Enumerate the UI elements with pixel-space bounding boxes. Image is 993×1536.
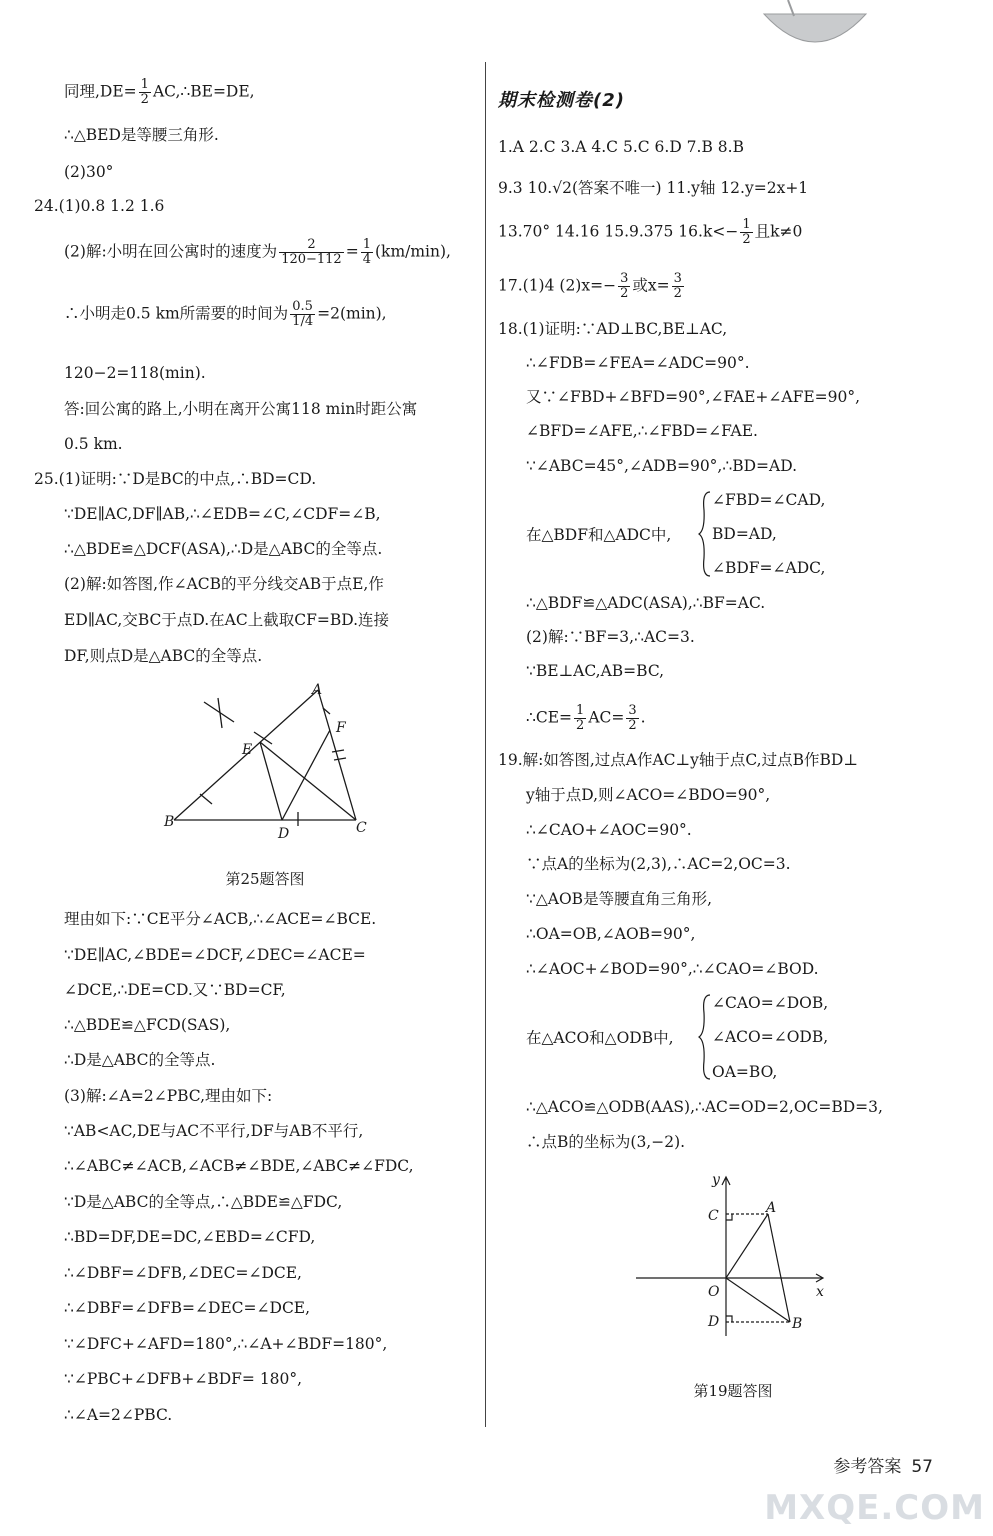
- text-line: ∵△AOB是等腰直角三角形,: [526, 890, 713, 908]
- text-line: ∠DCE,∴DE=CD.又∵BD=CF,: [64, 981, 286, 999]
- text-line: ∴∠FDB=∠FEA=∠ADC=90°.: [526, 354, 750, 372]
- text-line: 答:回公寓的路上,小明在离开公寓118 min时距公寓: [64, 400, 418, 418]
- label-d: D: [708, 1314, 720, 1330]
- watermark-logo: MXQE.COM: [764, 1488, 985, 1528]
- label-b: B: [792, 1316, 803, 1332]
- label-a: A: [312, 682, 323, 698]
- fraction-denominator: 120−112: [281, 252, 342, 267]
- fraction-denominator: 2: [140, 92, 149, 107]
- fraction-numerator: 3: [628, 703, 637, 718]
- text-line: [64, 300, 387, 329]
- question-25-line: 25.(1)证明:∵D是BC的中点,∴BD=CD.: [34, 470, 317, 488]
- text-line: OA=BO,: [712, 1063, 778, 1081]
- text-line: ∵DE∥AC,DF∥AB,∴∠EDB=∠C,∠CDF=∠B,: [64, 505, 381, 523]
- text-line: y轴于点D,则∠ACO=∠BDO=90°,: [526, 786, 771, 804]
- text-line: ∠ACO=∠ODB,: [712, 1028, 829, 1046]
- text-segment: AC=: [588, 708, 625, 727]
- figure-25-caption: 第25题答图: [225, 870, 305, 888]
- fraction: [672, 272, 684, 301]
- text-line: ∠BDF=∠ADC,: [712, 559, 826, 577]
- question-18-line: 18.(1)证明:∵AD⊥BC,BE⊥AC,: [498, 320, 728, 338]
- text-segment: 13.70° 14.16 15.9.375 16.k<−: [498, 222, 739, 241]
- label-c: C: [356, 820, 367, 836]
- text-line: [498, 272, 686, 301]
- column-divider: [485, 62, 486, 1427]
- fraction: [139, 78, 151, 107]
- label-b: B: [164, 814, 175, 830]
- segment-ab: [768, 1214, 790, 1322]
- brace: [698, 490, 712, 578]
- text-line: [64, 78, 255, 107]
- text-segment: (2)解:小明在回公寓时的速度为: [64, 242, 278, 261]
- segment-ob: [726, 1278, 790, 1322]
- text-line: ∵BE⊥AC,AB=BC,: [526, 662, 665, 680]
- text-line: ∴∠ABC≠∠ACB,∠ACB≠∠BDE,∠ABC≠∠FDC,: [64, 1157, 414, 1175]
- text-line: ∴∠DBF=∠DFB,∠DEC=∠DCE,: [64, 1264, 302, 1282]
- text-segment: ∴小明走0.5 km所需要的时间为: [64, 304, 289, 323]
- page-number: 57: [911, 1457, 933, 1477]
- text-line: ∴∠DBF=∠DFB=∠DEC=∠DCE,: [64, 1299, 311, 1317]
- fraction: [626, 704, 638, 733]
- text-line: 又∵∠FBD+∠BFD=90°,∠FAE+∠AFE=90°,: [526, 388, 861, 406]
- text-segment: 同理,DE=: [64, 82, 137, 101]
- fraction: [361, 238, 373, 267]
- tick-mark: [334, 758, 346, 760]
- label-x: x: [816, 1284, 824, 1300]
- segment-ec: [260, 742, 356, 820]
- text-line: 9.3 10.√2(答案不唯一) 11.y轴 12.y=2x+1: [498, 179, 809, 197]
- text-segment: 或x=: [632, 276, 670, 295]
- text-line: ∴∠CAO+∠AOC=90°.: [526, 821, 692, 839]
- text-line: ∴△BDE≌△DCF(ASA),∴D是△ABC的全等点.: [64, 540, 383, 558]
- question-24-line: 24.(1)0.8 1.2 1.6: [34, 197, 165, 215]
- figure-19-caption: 第19题答图: [693, 1382, 773, 1400]
- text-line: ∴D是△ABC的全等点.: [64, 1051, 216, 1069]
- text-segment: (km/min),: [375, 242, 451, 261]
- text-line: [64, 238, 451, 267]
- figure-25: [160, 680, 380, 845]
- fraction-denominator: 4: [362, 252, 371, 267]
- text-line: ∵AB<AC,DE与AC不平行,DF与AB不平行,: [64, 1122, 364, 1140]
- text-line: ∵DE∥AC,∠BDE=∠DCF,∠DEC=∠ACE=: [64, 946, 366, 964]
- text-line: ∴点B的坐标为(3,−2).: [526, 1133, 686, 1151]
- brace: [698, 993, 712, 1081]
- fraction: [279, 238, 344, 267]
- label-f: F: [336, 720, 346, 736]
- fraction-numerator: 1: [576, 703, 585, 718]
- text-line: (3)解:∠A=2∠PBC,理由如下:: [64, 1087, 273, 1105]
- text-segment: ∴CE=: [526, 708, 573, 727]
- fraction-denominator: 2: [742, 232, 751, 247]
- fraction-denominator: 2: [576, 718, 585, 733]
- fraction: [290, 300, 315, 329]
- right-angle-mark: [726, 1214, 732, 1220]
- text-line: ∴∠A=2∠PBC.: [64, 1406, 173, 1424]
- fraction-numerator: 1: [362, 237, 371, 252]
- text-segment: =: [345, 242, 359, 261]
- right-angle-mark: [726, 1316, 732, 1322]
- text-line: DF,则点D是△ABC的全等点.: [64, 647, 263, 665]
- text-line: ∵D是△ABC的全等点,∴△BDE≌△FDC,: [64, 1193, 343, 1211]
- fraction-numerator: 3: [673, 271, 682, 286]
- label-c: C: [708, 1208, 719, 1224]
- text-line: [526, 704, 646, 733]
- question-19-line: 19.解:如答图,过点A作AC⊥y轴于点C,过点B作BD⊥: [498, 751, 858, 769]
- fraction-denominator: 2: [628, 718, 637, 733]
- fraction-numerator: 0.5: [290, 300, 315, 315]
- text-segment: .: [640, 708, 646, 727]
- segment-df: [282, 730, 330, 820]
- segment-ed: [260, 742, 282, 820]
- text-line: BD=AD,: [712, 525, 777, 543]
- tick-mark: [332, 750, 344, 752]
- text-line: 理由如下:∵CE平分∠ACB,∴∠ACE=∠BCE.: [64, 910, 377, 928]
- section-title: 期末检测卷(2): [498, 90, 625, 111]
- label-d: D: [278, 826, 290, 842]
- text-line: ∴OA=OB,∠AOB=90°,: [526, 925, 696, 943]
- fraction-denominator: 1/4: [292, 314, 314, 329]
- text-line: ∠BFD=∠AFE,∴∠FBD=∠FAE.: [526, 422, 758, 440]
- fraction-numerator: 1: [140, 77, 149, 92]
- text-line: ∵∠PBC+∠DFB+∠BDF= 180°,: [64, 1370, 303, 1388]
- text-line: ∵∠ABC=45°,∠ADB=90°,∴BD=AD.: [526, 457, 798, 475]
- text-line: ∠FBD=∠CAD,: [712, 491, 826, 509]
- page-footer: [833, 1452, 933, 1477]
- text-line: 在△ACO和△ODB中,: [526, 1029, 674, 1047]
- fraction-denominator: 2: [673, 286, 682, 301]
- text-segment: 且k≠0: [754, 222, 803, 241]
- text-line: ED∥AC,交BC于点D.在AC上截取CF=BD.连接: [64, 611, 390, 629]
- text-line: ∠CAO=∠DOB,: [712, 994, 829, 1012]
- text-line: ∴△BED是等腰三角形.: [64, 126, 219, 144]
- text-line: ∴△BDF≌△ADC(ASA),∴BF=AC.: [526, 594, 766, 612]
- fraction-numerator: 2: [279, 238, 344, 253]
- figure-19: [632, 1168, 832, 1340]
- tick-mark: [200, 794, 212, 804]
- fraction-numerator: 1: [742, 217, 751, 232]
- text-line: 1.A 2.C 3.A 4.C 5.C 6.D 7.B 8.B: [498, 138, 744, 156]
- text-segment: 17.(1)4 (2)x=−: [498, 276, 617, 295]
- text-line: ∵点A的坐标为(2,3),∴AC=2,OC=3.: [526, 855, 791, 873]
- text-line: 120−2=118(min).: [64, 364, 206, 382]
- footer-label: 参考答案: [833, 1457, 902, 1477]
- fraction-numerator: 3: [620, 271, 629, 286]
- text-line: 在△BDF和△ADC中,: [526, 526, 672, 544]
- text-line: ∵∠DFC+∠AFD=180°,∴∠A+∠BDF=180°,: [64, 1335, 388, 1353]
- fraction-denominator: 2: [620, 286, 629, 301]
- text-segment: AC,∴BE=DE,: [152, 82, 255, 101]
- top-decoration: [760, 0, 870, 48]
- text-line: (2)30°: [64, 163, 114, 181]
- fraction: [618, 272, 630, 301]
- side-ac: [318, 690, 356, 820]
- fraction: [574, 704, 586, 733]
- text-line: ∴△BDE≌△FCD(SAS),: [64, 1016, 231, 1034]
- text-line: [498, 218, 802, 247]
- text-line: ∴△ACO≌△ODB(AAS),∴AC=OD=2,OC=BD=3,: [526, 1098, 883, 1116]
- text-line: ∴∠AOC+∠BOD=90°,∴∠CAO=∠BOD.: [526, 960, 819, 978]
- label-y: y: [712, 1172, 720, 1188]
- text-line: ∴BD=DF,DE=DC,∠EBD=∠CFD,: [64, 1228, 316, 1246]
- label-a: A: [766, 1200, 777, 1216]
- segment-oa: [726, 1214, 768, 1278]
- label-e: E: [242, 742, 253, 758]
- text-segment: =2(min),: [317, 304, 387, 323]
- fraction: [740, 218, 752, 247]
- text-line: (2)解:∵BF=3,∴AC=3.: [526, 628, 695, 646]
- text-line: 0.5 km.: [64, 435, 123, 453]
- text-line: (2)解:如答图,作∠ACB的平分线交AB于点E,作: [64, 575, 384, 593]
- label-o: O: [708, 1284, 720, 1300]
